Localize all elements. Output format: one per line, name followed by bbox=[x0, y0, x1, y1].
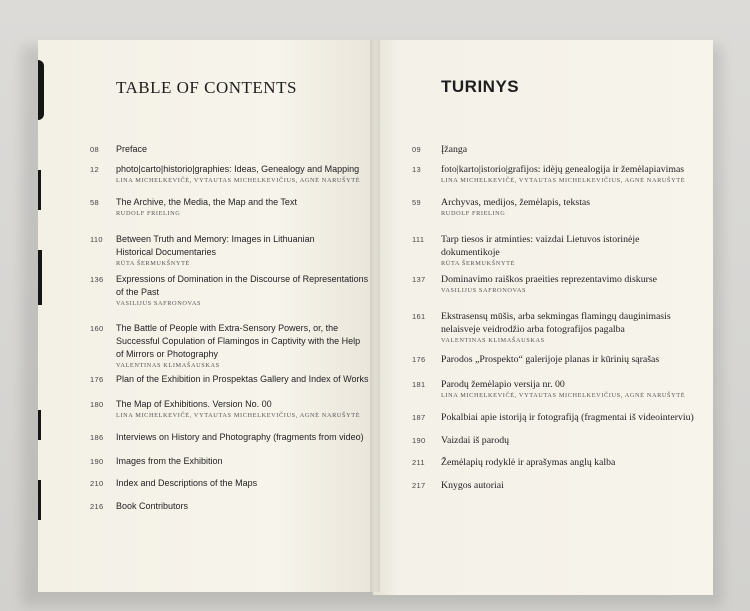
edge-mark bbox=[38, 250, 42, 305]
entry-page-number: 161 bbox=[412, 312, 426, 321]
toc-title-english: TABLE OF CONTENTS bbox=[116, 78, 297, 97]
toc-title-lithuanian: TURINYS bbox=[441, 77, 520, 96]
entry-title: Book Contributors bbox=[116, 501, 189, 511]
entry-title: Vaizdai iš parodų bbox=[441, 435, 510, 446]
entry-author: VASILIJUS SAFRONOVAS bbox=[116, 300, 202, 307]
entry-title: The Map of Exhibitions. Version No. 00 bbox=[116, 399, 272, 409]
entry-page-number: 210 bbox=[90, 479, 104, 488]
entry-title: Images from the Exhibition bbox=[116, 456, 223, 466]
edge-mark bbox=[38, 170, 41, 210]
entry-author: RŪTA ŠERMUKŠNYTĖ bbox=[116, 260, 190, 267]
entry-page-number: 211 bbox=[412, 458, 425, 467]
entry-page-number: 186 bbox=[90, 433, 104, 442]
entry-author: LINA MICHELKEVIČĖ, VYTAUTAS MICHELKEVIČIUS, AGNĖ NARUŠYTĖ bbox=[441, 177, 686, 184]
entry-title: Parodos „Prospekto“ galerijoje planas ir kūrinių sąrašas bbox=[441, 354, 660, 365]
entry-author: RUDOLF FRIELING bbox=[116, 210, 181, 217]
entry-title: Ekstrasensų mūšis, arba sekmingas flamingų dauginimasis nelaisveje veidrodžio arba fotografijos pagalba bbox=[441, 311, 671, 335]
entry-page-number: 190 bbox=[90, 457, 104, 466]
entry-page-number: 187 bbox=[412, 413, 426, 422]
entry-title: Knygos autoriai bbox=[441, 480, 504, 491]
entry-page-number: 08 bbox=[90, 145, 99, 154]
entry-author: VASILIJUS SAFRONOVAS bbox=[441, 287, 527, 294]
entry-title: Expressions of Domination in the Discourse of Representations of the Past bbox=[116, 274, 369, 297]
entry-author: RŪTA ŠERMUKŠNYTĖ bbox=[441, 260, 515, 267]
edge-mark bbox=[38, 410, 41, 440]
entry-title: Plan of the Exhibition in Prospektas Gallery and Index of Works bbox=[116, 374, 369, 384]
entry-title: Index and Descriptions of the Maps bbox=[116, 478, 258, 488]
entry-page-number: 217 bbox=[412, 481, 426, 490]
entry-author: VALENTINAS KLIMAŠAUSKAS bbox=[441, 337, 545, 344]
entry-title: photo|carto|historio|graphies: Ideas, Genealogy and Mapping bbox=[116, 164, 360, 174]
entry-page-number: 180 bbox=[90, 400, 104, 409]
entry-title: The Battle of People with Extra-Sensory Powers, or, the Successful Copulation of Flamingos in Captivity with the Help of Mirrors or Photography bbox=[116, 323, 361, 359]
entry-title: Dominavimo raiškos praeities reprezentavimo diskurse bbox=[441, 274, 658, 285]
entry-page-number: 176 bbox=[90, 375, 104, 384]
entry-page-number: 09 bbox=[412, 145, 421, 154]
entry-page-number: 111 bbox=[412, 235, 425, 244]
entry-author: LINA MICHELKEVIČĖ, VYTAUTAS MICHELKEVIČIUS, AGNĖ NARUŠYTĖ bbox=[116, 177, 361, 184]
entry-page-number: 12 bbox=[90, 165, 99, 174]
entry-title: foto|karto|istorio|grafijos: idėjų genealogija ir žemėlapiavimas bbox=[441, 164, 685, 175]
entry-title: The Archive, the Media, the Map and the Text bbox=[116, 197, 297, 207]
entry-page-number: 58 bbox=[90, 198, 99, 207]
entry-author: RUDOLF FRIELING bbox=[441, 210, 506, 217]
entry-page-number: 216 bbox=[90, 502, 104, 511]
entry-page-number: 59 bbox=[412, 198, 421, 207]
entry-page-number: 110 bbox=[90, 235, 103, 244]
entry-page-number: 136 bbox=[90, 275, 104, 284]
entry-title: Preface bbox=[116, 144, 148, 154]
entry-title: Žemėlapių rodyklė ir aprašymas anglų kalba bbox=[441, 457, 616, 468]
entry-author: LINA MICHELKEVIČĖ, VYTAUTAS MICHELKEVIČIUS, AGNĖ NARUŠYTĖ bbox=[441, 392, 686, 399]
entry-page-number: 190 bbox=[412, 436, 426, 445]
entry-page-number: 176 bbox=[412, 355, 426, 364]
entry-page-number: 160 bbox=[90, 324, 104, 333]
entry-title: Archyvas, medijos, žemėlapis, tekstas bbox=[441, 197, 591, 208]
entry-title: Tarp tiesos ir atminties: vaizdai Lietuvos istorinėje dokumentikoje bbox=[441, 234, 640, 258]
entry-title: Įžanga bbox=[441, 144, 468, 155]
entry-title: Interviews on History and Photography (fragments from video) bbox=[116, 432, 364, 442]
entry-page-number: 137 bbox=[412, 275, 426, 284]
edge-mark bbox=[38, 60, 44, 120]
edge-mark bbox=[38, 480, 41, 520]
entry-author: VALENTINAS KLIMAŠAUSKAS bbox=[116, 362, 220, 369]
entry-page-number: 13 bbox=[412, 165, 421, 174]
entry-title: Parodų žemėlapio versija nr. 00 bbox=[441, 379, 565, 390]
entry-title: Pokalbiai apie istoriją ir fotografiją (fragmentai iš videointerviu) bbox=[441, 412, 694, 423]
entry-author: LINA MICHELKEVIČĖ, VYTAUTAS MICHELKEVIČIUS, AGNĖ NARUŠYTĖ bbox=[116, 412, 361, 419]
entry-page-number: 181 bbox=[412, 380, 426, 389]
entry-title: Between Truth and Memory: Images in Lithuanian Historical Documentaries bbox=[116, 234, 315, 257]
